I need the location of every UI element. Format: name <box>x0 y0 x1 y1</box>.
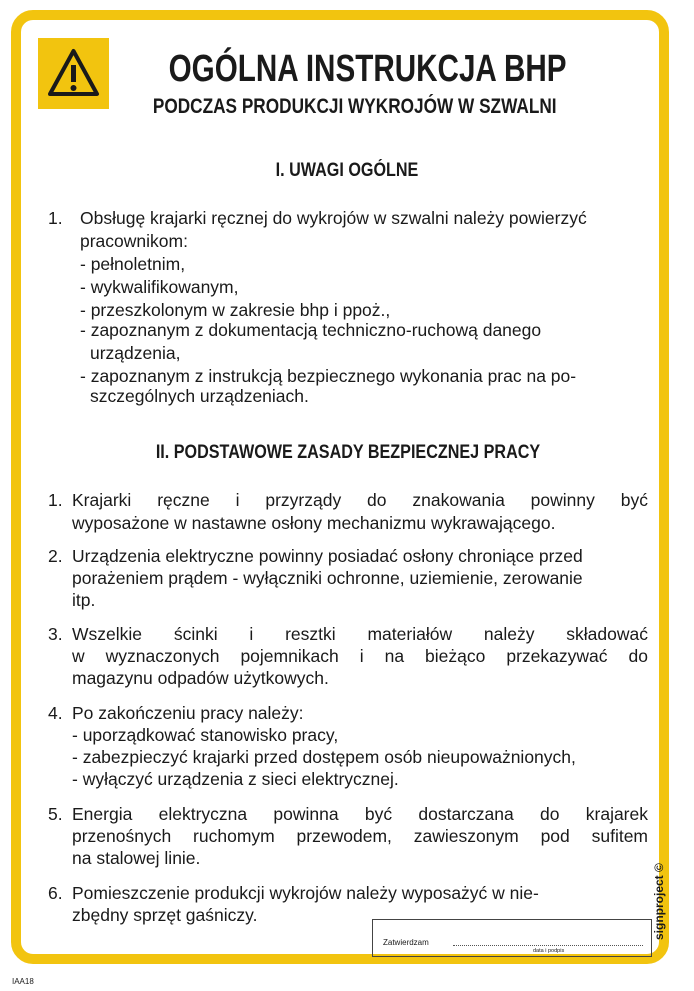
list-line: Obsługę krajarki ręcznej do wykrojów w szwalni należy powierzyć <box>80 208 587 228</box>
list-line: przenośnych ruchomym przewodem, zawieszonym pod sufitem <box>72 826 648 846</box>
section-2-heading: II. PODSTAWOWE ZASADY BEZPIECZNEJ PRACY <box>155 442 541 463</box>
product-code: IAA18 <box>12 977 34 986</box>
list-line: w wyznaczonych pojemnikach i na bieżąco przekazywać do <box>72 646 648 666</box>
signature-line <box>453 945 643 946</box>
list-line: pracownikom: <box>80 231 188 251</box>
list-line: na stalowej linie. <box>72 848 201 868</box>
list-line: - przeszkolonym w zakresie bhp i ppoż., <box>80 300 391 320</box>
list-line: - zapoznanym z dokumentacją techniczno-ruchową danego <box>80 320 542 340</box>
section-1-heading: I. UWAGI OGÓLNE <box>275 160 419 181</box>
list-line: urządzenia, <box>90 343 181 363</box>
list-line: Po zakończeniu pracy należy: <box>72 703 304 723</box>
list-number: 3. <box>48 624 63 644</box>
list-line: Wszelkie ścinki i resztki materiałów należy składować <box>72 624 648 644</box>
list-number: 2. <box>48 546 63 566</box>
list-line: - zapoznanym z instrukcją bezpiecznego wykonania prac na po- <box>80 366 577 386</box>
page-title: OGÓLNA INSTRUKCJA BHP <box>168 48 567 90</box>
list-line: Krajarki ręczne i przyrządy do znakowania powinny być <box>72 490 648 510</box>
list-number: 6. <box>48 883 63 903</box>
signature-box <box>372 919 652 957</box>
list-line: Pomieszczenie produkcji wykrojów należy wyposażyć w nie- <box>72 883 539 903</box>
list-number: 5. <box>48 804 63 824</box>
signature-sub-label: data i podpis <box>533 948 565 954</box>
list-line: zbędny sprzęt gaśniczy. <box>72 905 258 925</box>
list-line: szczególnych urządzeniach. <box>90 386 309 406</box>
list-line: - uporządkować stanowisko pracy, <box>72 725 339 745</box>
list-line: porażeniem prądem - wyłączniki ochronne, uziemienie, zerowanie <box>72 568 583 588</box>
list-line: - zabezpieczyć krajarki przed dostępem osób nieupoważnionych, <box>72 747 576 767</box>
list-line: - wyłączyć urządzenia z sieci elektrycznej. <box>72 769 399 789</box>
list-line: - wykwalifikowanym, <box>80 277 239 297</box>
list-number: 1. <box>48 208 63 228</box>
list-line: wyposażone w nastawne osłony mechanizmu wykrawającego. <box>72 513 556 533</box>
page-subtitle: PODCZAS PRODUKCJI WYKROJÓW W SZWALNI <box>152 95 557 118</box>
list-line: itp. <box>72 590 96 610</box>
brand-mark: signproject © <box>652 863 666 940</box>
list-number: 1. <box>48 490 63 510</box>
warning-sign <box>38 38 109 109</box>
list-line: - pełnoletnim, <box>80 254 186 274</box>
list-line: Urządzenia elektryczne powinny posiadać osłony chroniące przed <box>72 546 583 566</box>
warning-triangle-icon <box>38 38 109 109</box>
list-line: magazynu odpadów użytkowych. <box>72 668 329 688</box>
list-number: 4. <box>48 703 63 723</box>
signature-label: Zatwierdzam <box>383 938 429 947</box>
list-line: Energia elektryczna powinna być dostarczana do krajarek <box>72 804 648 824</box>
